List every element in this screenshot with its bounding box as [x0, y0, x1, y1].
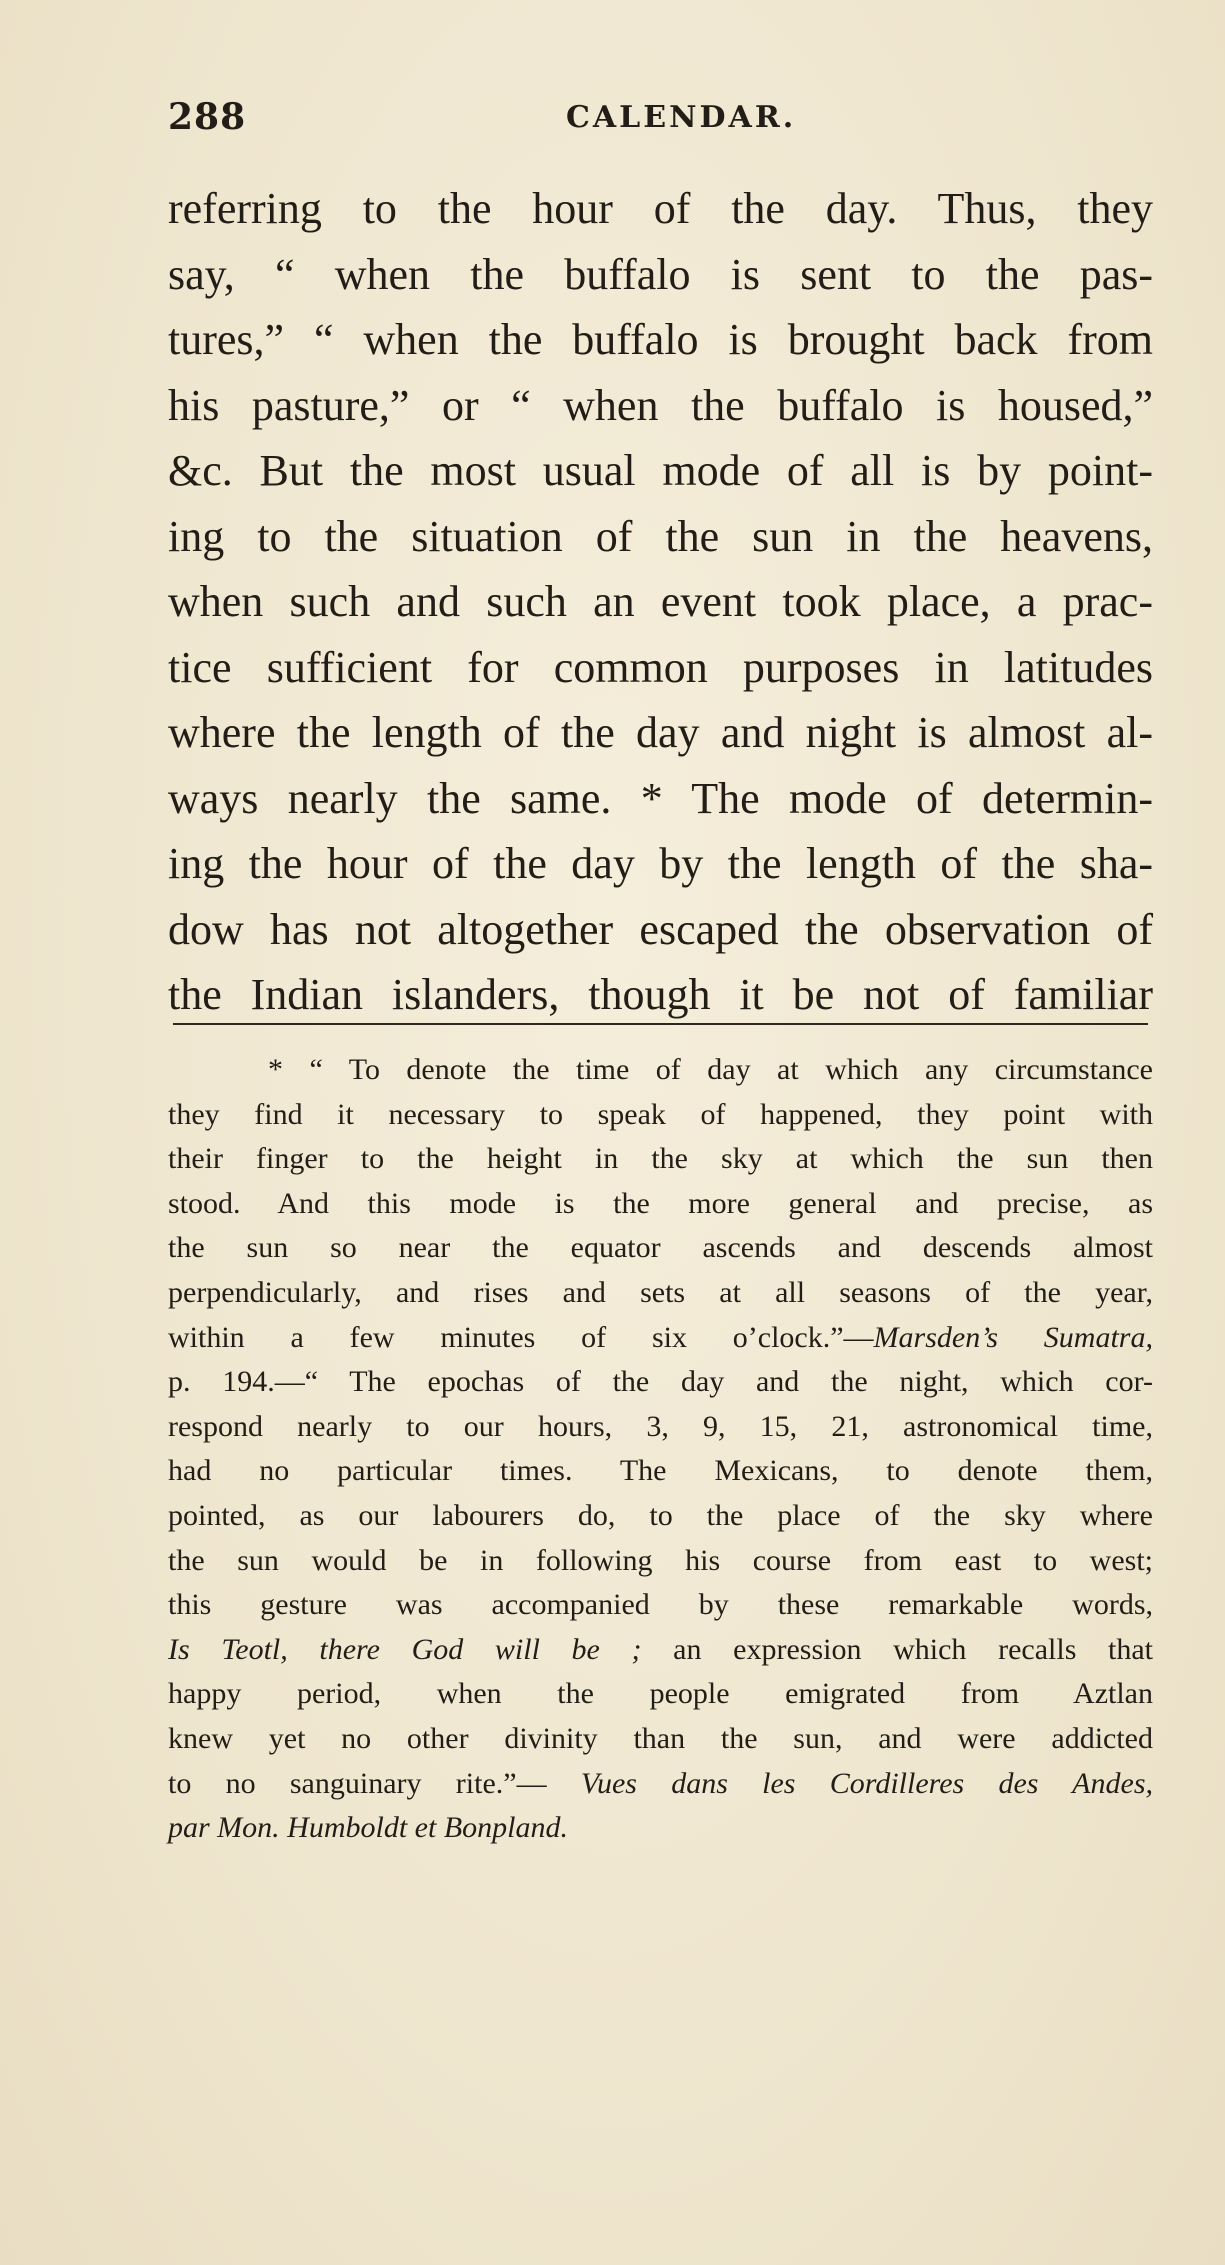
footnote-line: respond nearly to our hours, 3, 9, 15, 21, astronomical time,: [168, 1409, 1153, 1443]
footnote-line: [168, 1762, 1153, 1807]
text-line: dow has not altogether escaped the observation of: [168, 904, 1153, 954]
citation: Marsden’s Sumatra,: [873, 1320, 1153, 1354]
text-line: &c. But the most usual mode of all is by point-: [168, 446, 1153, 495]
text-line: ing to the situation of the sun in the heavens,: [168, 511, 1153, 561]
text-line: where the length of the day and night is almost al-: [168, 708, 1153, 757]
footnote-line: [168, 1628, 1153, 1673]
footnote-line: * “ To denote the time of day at which any circumstance: [268, 1053, 1153, 1086]
quoted-words: Is Teotl, there God will be ;: [168, 1632, 642, 1666]
text-line: tures,” “ when the buffalo is brought back from: [168, 315, 1153, 364]
main-text: [168, 176, 1153, 1028]
text-line: when such and such an event took place, a prac-: [168, 577, 1153, 626]
footnote-line: knew yet no other divinity than the sun, and were addicted: [168, 1721, 1153, 1755]
footnote-line: pointed, as our labourers do, to the place of the sky where: [168, 1498, 1153, 1532]
footnote-line: happy period, when the people emigrated from Aztlan: [168, 1677, 1153, 1711]
running-head: CALENDAR.: [566, 100, 797, 135]
page-header: [168, 96, 1168, 156]
footnote-text: within a few minutes of six o’clock.”—: [168, 1320, 874, 1354]
text-line: say, “ when the buffalo is sent to the pas-: [168, 249, 1153, 299]
text-line: referring to the hour of the day. Thus, they: [168, 184, 1153, 233]
footnote-divider: [173, 1023, 1148, 1025]
footnote-line: they find it necessary to speak of happened, they point with: [168, 1097, 1153, 1131]
footnote-line: stood. And this mode is the more general and precise, as: [168, 1186, 1153, 1220]
footnote-line: their finger to the height in the sky at which the sun then: [168, 1142, 1153, 1176]
text-line: tice sufficient for common purposes in latitudes: [168, 642, 1153, 692]
footnote-line: par Mon. Humboldt et Bonpland.: [168, 1811, 568, 1845]
footnote-text: an expression which recalls that: [641, 1632, 1154, 1666]
footnote-line: the sun would be in following his course from east to west;: [168, 1543, 1153, 1577]
footnote-text: to no sanguinary rite.”—: [168, 1766, 581, 1800]
text-line: the Indian islanders, though it be not of familiar: [168, 970, 1153, 1019]
text-line: ways nearly the same. * The mode of determin-: [168, 773, 1153, 823]
footnote-line: the sun so near the equator ascends and descends almost: [168, 1231, 1153, 1265]
footnote-line: perpendicularly, and rises and sets at all seasons of the year,: [168, 1275, 1153, 1309]
citation: Vues dans les Cordilleres des Andes,: [580, 1766, 1153, 1800]
footnote-line: [168, 1316, 1153, 1361]
footnote: [168, 1048, 1153, 1851]
footnote-line: p. 194.—“ The epochas of the day and the night, which cor-: [168, 1365, 1153, 1399]
text-line: ing the hour of the day by the length of the sha-: [168, 839, 1153, 888]
footnote-line: had no particular times. The Mexicans, to denote them,: [168, 1454, 1153, 1488]
text-line: his pasture,” or “ when the buffalo is housed,”: [168, 380, 1153, 430]
page-number: 288: [168, 96, 247, 138]
footnote-line: this gesture was accompanied by these remarkable words,: [168, 1588, 1153, 1622]
